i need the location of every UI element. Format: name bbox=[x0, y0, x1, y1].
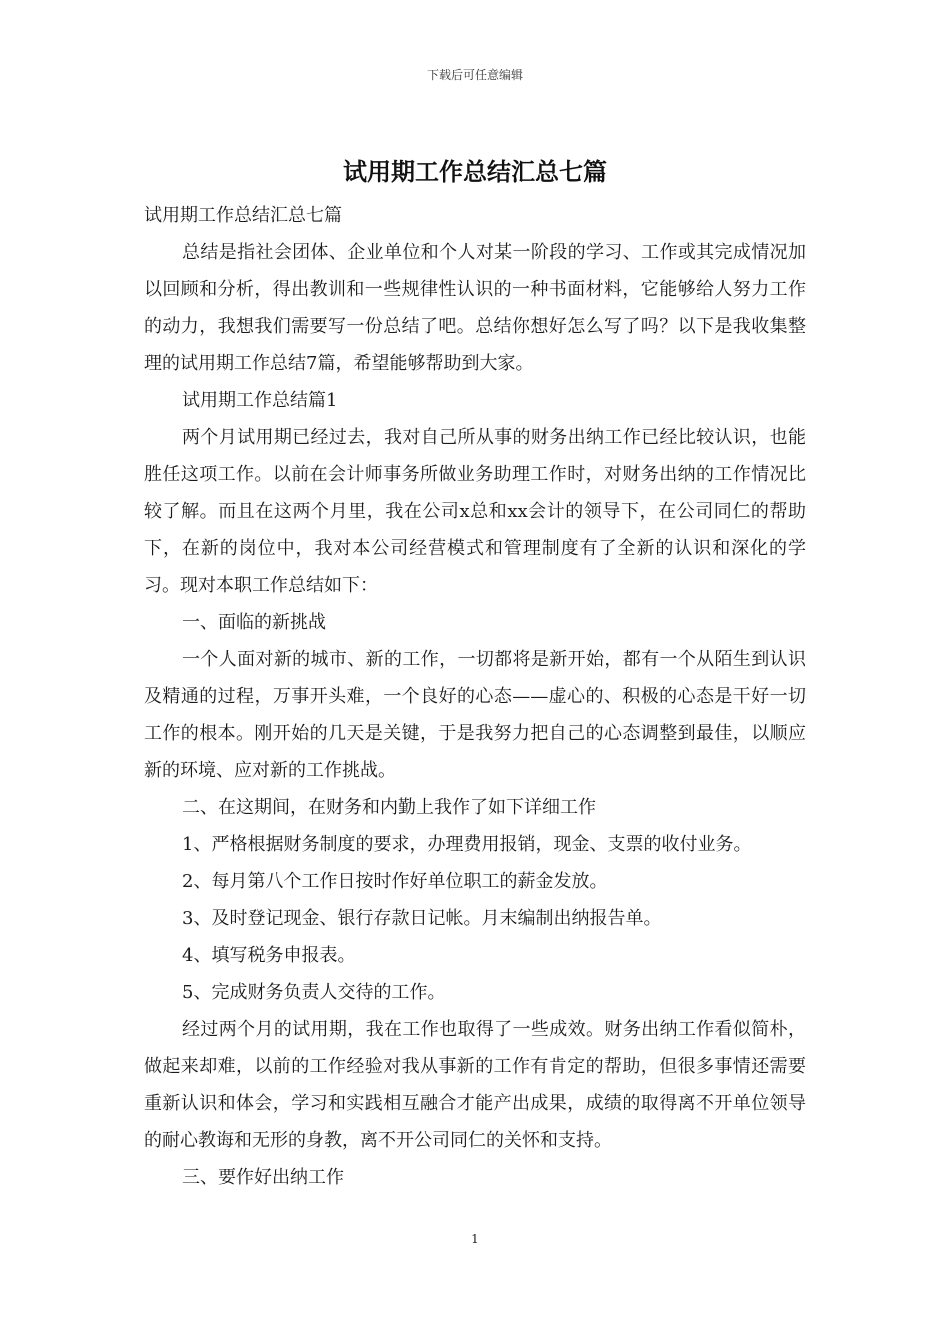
list-item: 2、每月第八个工作日按时作好单位职工的薪金发放。 bbox=[182, 871, 608, 892]
document-title: 试用期工作总结汇总七篇 bbox=[343, 157, 607, 186]
list-item: 5、完成财务负责人交待的工作。 bbox=[182, 982, 446, 1003]
intro-paragraph: 总结是指社会团体、企业单位和个人对某一阶段的学习、工作或其完成情况加以回顾和分析，得出教训和一些规律性认识的一种书面材料，它能够给人努力工作的动力，我想我们需要写一份总结了吧。总结你想好怎么写了吗？以下是我收集整理的试用期工作总结7篇，希望能够帮助到大家。 bbox=[144, 242, 806, 374]
subtitle-paragraph: 试用期工作总结汇总七篇 bbox=[144, 205, 342, 226]
page-number: 1 bbox=[471, 1232, 479, 1246]
list-item: 1、严格根据财务制度的要求，办理费用报销，现金、支票的收付业务。 bbox=[182, 834, 752, 855]
body-paragraph: 两个月试用期已经过去，我对自己所从事的财务出纳工作已经比较认识，也能胜任这项工作。以前在会计师事务所做业务助理工作时，对财务出纳的工作情况比较了解。而且在这两个月里，我在公司x总和xx会计的领导下，在公司同仁的帮助下，在新的岗位中，我对本公司经营模式和管理制度有了全新的认识和深化的学习。现对本职工作总结如下： bbox=[144, 427, 806, 596]
list-item: 4、填写税务申报表。 bbox=[182, 945, 356, 966]
document-body bbox=[144, 197, 806, 1196]
section-heading: 一、面临的新挑战 bbox=[182, 612, 326, 633]
body-paragraph: 经过两个月的试用期，我在工作也取得了一些成效。财务出纳工作看似简朴，做起来却难，以前的工作经验对我从事新的工作有肯定的帮助，但很多事情还需要重新认识和体会，学习和实践相互融合才能产出成果，成绩的取得离不开单位领导的耐心教诲和无形的身教，离不开公司同仁的关怀和支持。 bbox=[144, 1019, 806, 1151]
body-paragraph: 一个人面对新的城市、新的工作，一切都将是新开始，都有一个从陌生到认识及精通的过程，万事开头难，一个良好的心态——虚心的、积极的心态是干好一切工作的根本。刚开始的几天是关键，于是我努力把自己的心态调整到最佳，以顺应新的环境、应对新的工作挑战。 bbox=[144, 649, 806, 781]
page-header-note: 下载后可任意编辑 bbox=[426, 68, 523, 82]
section-heading: 试用期工作总结篇1 bbox=[182, 390, 338, 411]
section-heading: 二、在这期间，在财务和内勤上我作了如下详细工作 bbox=[182, 797, 596, 818]
section-heading: 三、要作好出纳工作 bbox=[182, 1167, 344, 1188]
list-item: 3、及时登记现金、银行存款日记帐。月末编制出纳报告单。 bbox=[182, 908, 662, 929]
